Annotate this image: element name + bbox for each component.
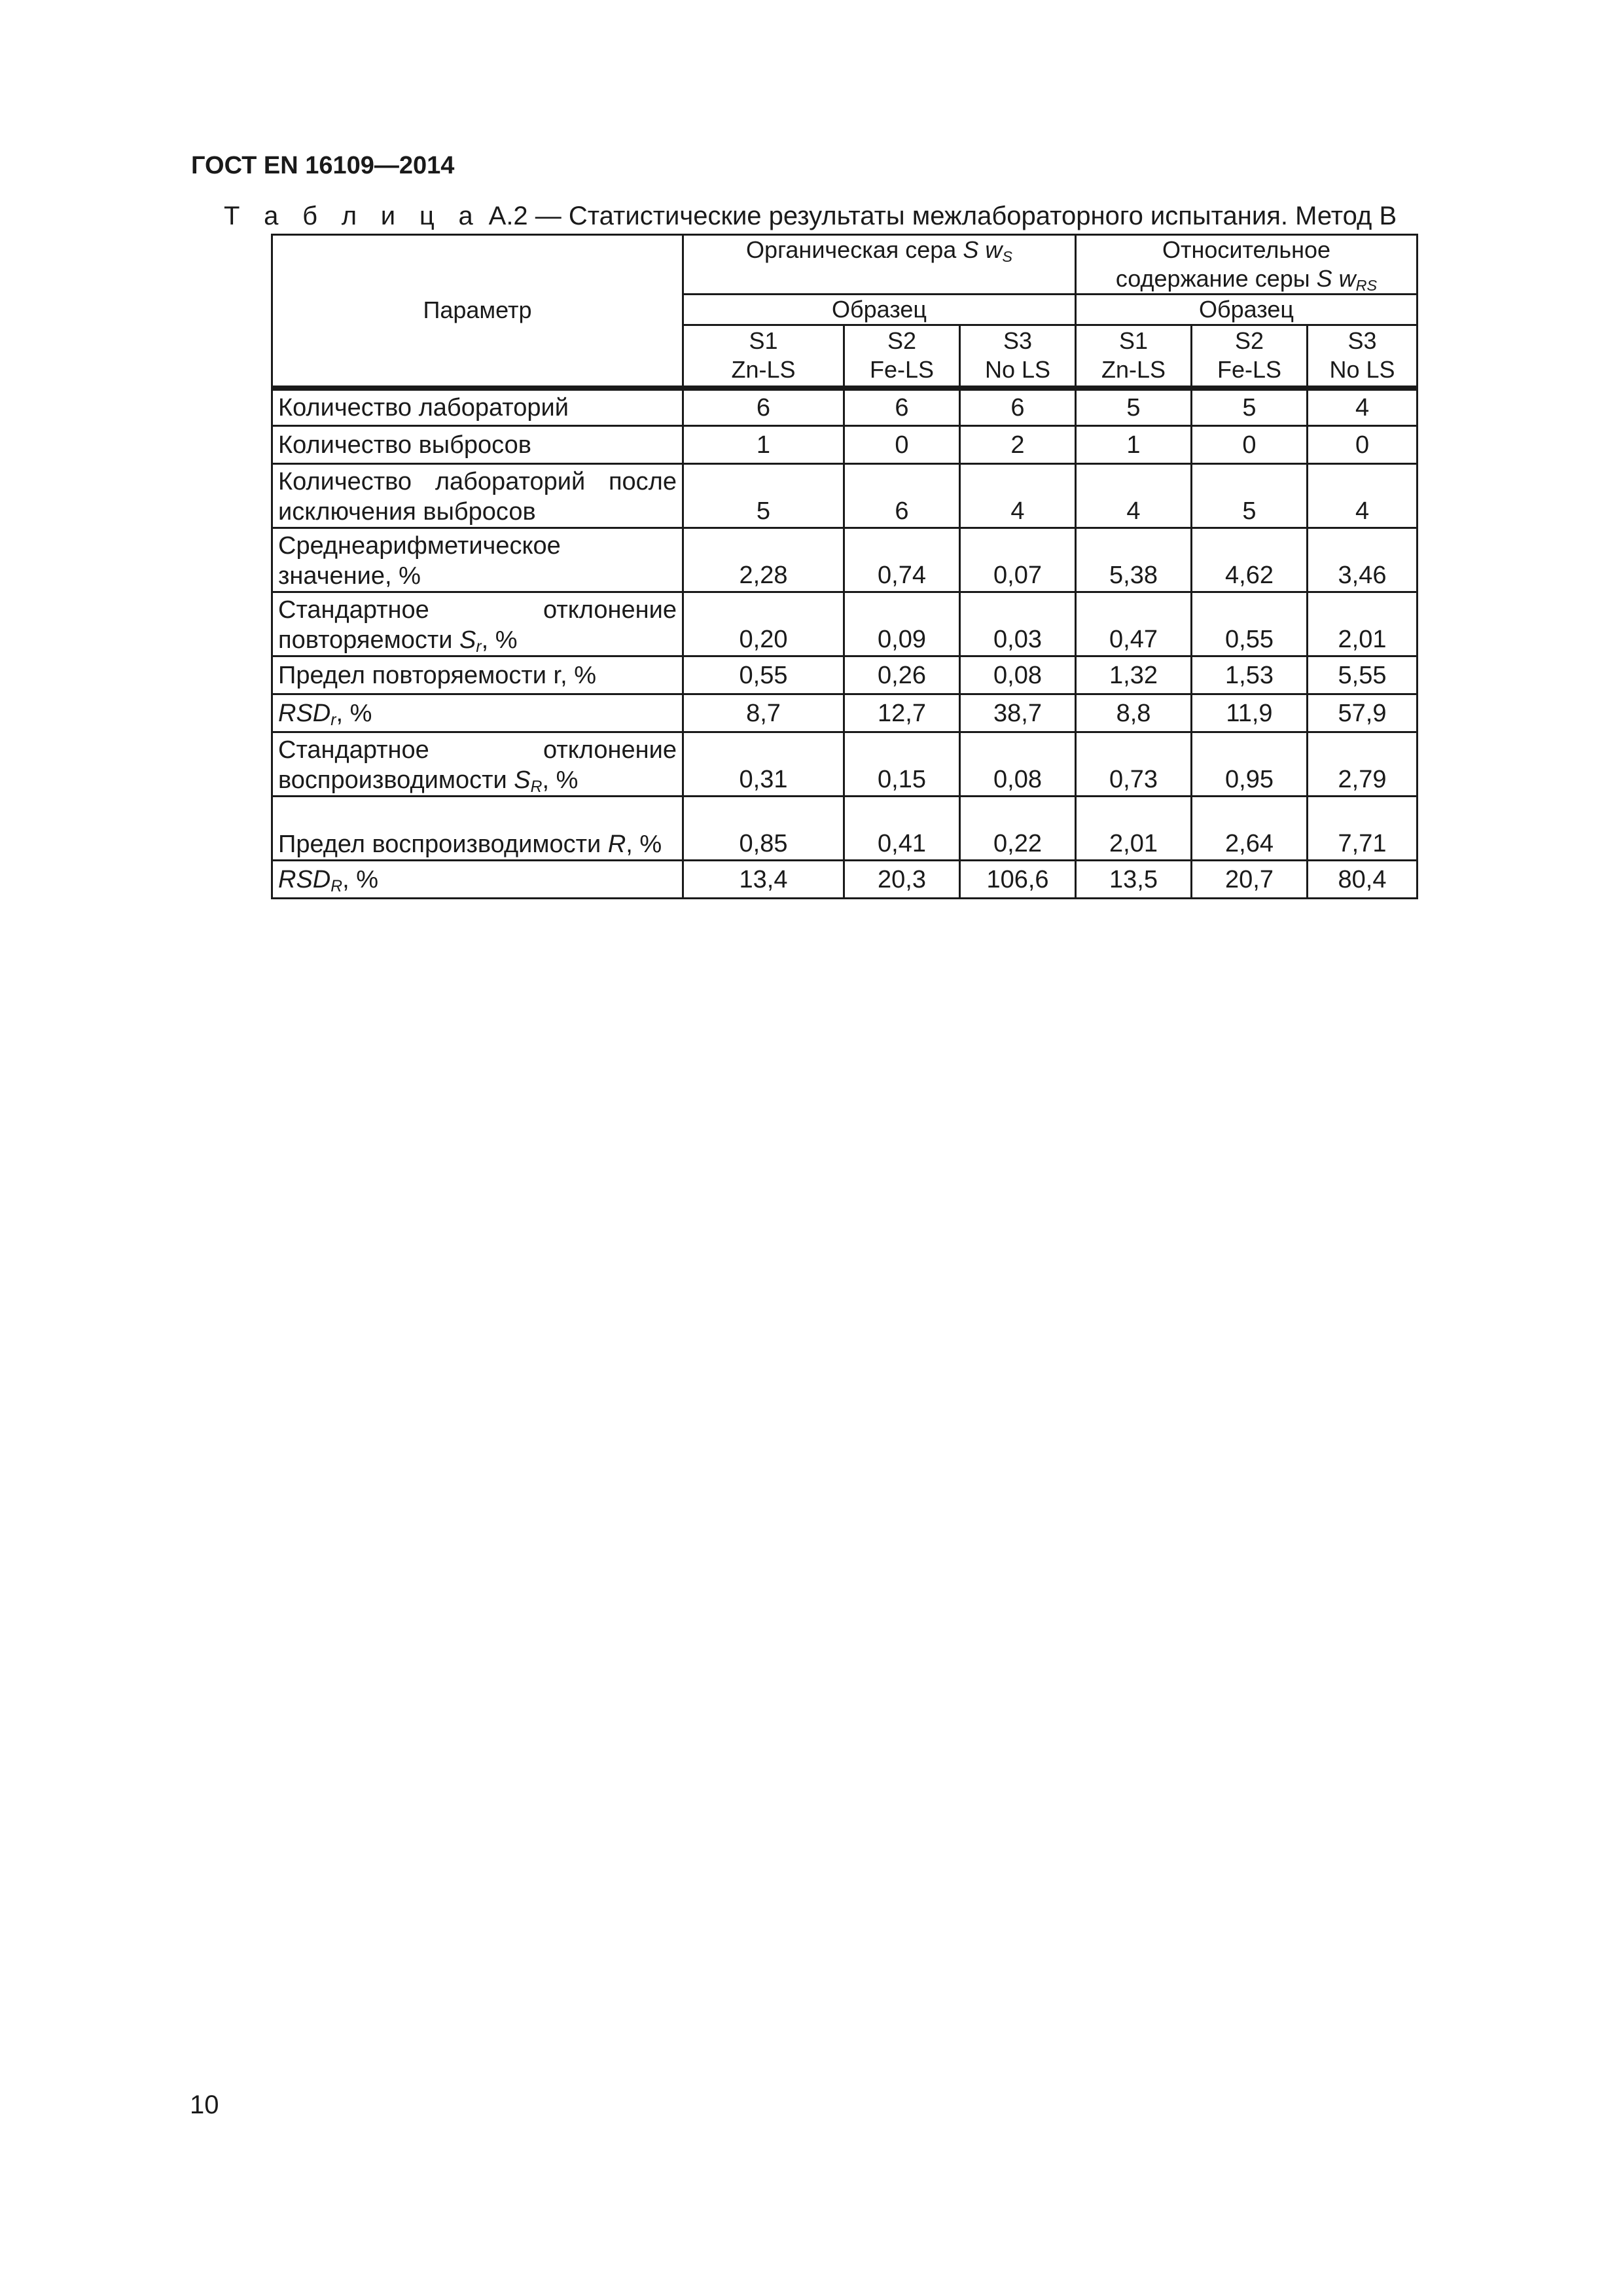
table-row — [272, 656, 1418, 694]
value-cell: 0,15 — [844, 732, 960, 797]
value-cell: 20,7 — [1192, 861, 1308, 899]
value-cell: 80,4 — [1308, 861, 1418, 899]
organic-sulfur-header-text: Органическая сера — [746, 236, 963, 263]
sample-code: S1 — [1118, 327, 1149, 355]
value-cell: 2,01 — [1308, 592, 1418, 656]
row-label-suffix: , % — [481, 626, 518, 654]
sample-code: S1 — [749, 327, 778, 355]
value-cell: 20,3 — [844, 861, 960, 899]
value-cell: 0,26 — [844, 656, 960, 694]
row-label-subscript: r — [330, 711, 336, 729]
table-caption — [224, 202, 1397, 231]
sample-code: S2 — [887, 327, 917, 355]
value-cell: 0,95 — [1192, 732, 1308, 797]
value-cell: 4 — [1308, 388, 1418, 426]
row-label-text: Стандартное отклонение повторяемости — [278, 596, 677, 654]
value-cell: 2,01 — [1076, 797, 1192, 861]
row-label: Предел повторяемости r, % — [272, 656, 683, 694]
value-cell: 13,5 — [1076, 861, 1192, 899]
sample-name: Zn-LS — [1101, 356, 1166, 384]
row-label: Среднеарифметическое значение, % — [272, 528, 683, 592]
table-row — [272, 528, 1418, 592]
table-row — [272, 464, 1418, 528]
results-table-body — [272, 388, 1418, 899]
row-label: Количество выбросов — [272, 426, 683, 464]
value-cell: 12,7 — [844, 694, 960, 732]
value-cell: 2,79 — [1308, 732, 1418, 797]
sample-name: Zn-LS — [731, 356, 796, 384]
table-row — [272, 732, 1418, 797]
sample-column-header — [844, 325, 960, 388]
row-label-subscript: R — [530, 778, 543, 797]
organic-sulfur-header-sub: S — [1002, 247, 1012, 265]
row-label-text: Предел воспроизводимости — [278, 831, 608, 858]
value-cell: 1,53 — [1192, 656, 1308, 694]
value-cell: 0,73 — [1076, 732, 1192, 797]
row-label-suffix: , % — [342, 865, 378, 893]
sample-column-header — [1076, 325, 1192, 388]
value-cell: 8,8 — [1076, 694, 1192, 732]
value-cell: 57,9 — [1308, 694, 1418, 732]
value-cell: 11,9 — [1192, 694, 1308, 732]
value-cell: 4 — [1308, 464, 1418, 528]
value-cell: 0,47 — [1076, 592, 1192, 656]
row-label — [272, 694, 683, 732]
value-cell: 0,41 — [844, 797, 960, 861]
row-label-suffix: , % — [542, 766, 579, 794]
value-cell: 5,38 — [1076, 528, 1192, 592]
value-cell: 6 — [683, 388, 844, 426]
table-row — [272, 426, 1418, 464]
relative-sulfur-header-line2: содержание серы — [1115, 265, 1317, 292]
organic-sulfur-header — [683, 235, 1076, 295]
value-cell: 4 — [1076, 464, 1192, 528]
value-cell: 6 — [960, 388, 1076, 426]
value-cell: 13,4 — [683, 861, 844, 899]
value-cell: 0,08 — [960, 656, 1076, 694]
value-cell: 0 — [1192, 426, 1308, 464]
value-cell: 0,85 — [683, 797, 844, 861]
value-cell: 0,55 — [683, 656, 844, 694]
row-label: Количество лабораторий — [272, 388, 683, 426]
sample-column-header — [683, 325, 844, 388]
row-label-variable: RSD — [278, 865, 331, 893]
sample-code: S3 — [1003, 327, 1033, 355]
value-cell: 0 — [844, 426, 960, 464]
value-cell: 0,20 — [683, 592, 844, 656]
value-cell: 8,7 — [683, 694, 844, 732]
sample-name: Fe-LS — [1217, 356, 1282, 384]
row-label-variable: R — [607, 831, 626, 858]
table-row — [272, 797, 1418, 861]
value-cell: 1 — [683, 426, 844, 464]
value-cell: 6 — [844, 388, 960, 426]
page-number: 10 — [190, 2090, 219, 2119]
sample-name: No LS — [984, 356, 1051, 384]
value-cell: 2 — [960, 426, 1076, 464]
sample-header-2: Образец — [1076, 295, 1418, 325]
row-label — [272, 797, 683, 861]
value-cell: 5,55 — [1308, 656, 1418, 694]
value-cell: 4,62 — [1192, 528, 1308, 592]
table-row — [272, 861, 1418, 899]
value-cell: 2,28 — [683, 528, 844, 592]
value-cell: 0 — [1308, 426, 1418, 464]
value-cell: 7,71 — [1308, 797, 1418, 861]
value-cell: 3,46 — [1308, 528, 1418, 592]
relative-sulfur-header-sub: RS — [1355, 276, 1378, 294]
relative-sulfur-variable: S w — [1316, 265, 1356, 292]
sample-column-header — [1308, 325, 1418, 388]
row-label-variable: RSD — [278, 699, 331, 727]
value-cell: 5 — [1076, 388, 1192, 426]
table-caption-text: А.2 — Статистические результаты межлабораторного испытания. Метод В — [488, 202, 1397, 230]
value-cell: 0,22 — [960, 797, 1076, 861]
value-cell: 5 — [683, 464, 844, 528]
row-label-suffix: , % — [626, 831, 662, 858]
relative-sulfur-header-line1: Относительное — [1162, 236, 1331, 263]
document-header: ГОСТ EN 16109—2014 — [191, 152, 455, 179]
table-row — [272, 592, 1418, 656]
sample-header-1: Образец — [683, 295, 1076, 325]
row-label — [272, 861, 683, 899]
value-cell: 5 — [1192, 464, 1308, 528]
results-table — [271, 234, 1418, 899]
row-label-subscript: r — [476, 638, 482, 656]
row-label-text: Стандартное отклонение воспроизводимости — [278, 736, 677, 794]
sample-name: No LS — [1329, 356, 1395, 384]
sample-column-header — [1192, 325, 1308, 388]
organic-sulfur-variable: S w — [963, 236, 1003, 263]
value-cell: 1 — [1076, 426, 1192, 464]
sample-column-header — [960, 325, 1076, 388]
row-label — [272, 592, 683, 656]
value-cell: 0,55 — [1192, 592, 1308, 656]
row-label-variable: S — [459, 626, 476, 654]
value-cell: 38,7 — [960, 694, 1076, 732]
value-cell: 0,08 — [960, 732, 1076, 797]
table-row — [272, 388, 1418, 426]
row-label-variable: S — [514, 766, 531, 794]
sample-code: S3 — [1347, 327, 1377, 355]
row-label-subscript: R — [330, 877, 343, 895]
parameter-header: Параметр — [272, 235, 683, 388]
value-cell: 1,32 — [1076, 656, 1192, 694]
value-cell: 0,74 — [844, 528, 960, 592]
sample-code: S2 — [1234, 327, 1264, 355]
value-cell: 0,31 — [683, 732, 844, 797]
table-row — [272, 694, 1418, 732]
value-cell: 0,07 — [960, 528, 1076, 592]
value-cell: 6 — [844, 464, 960, 528]
table-caption-label: Т а б л и ц а — [224, 202, 482, 230]
sample-name: Fe-LS — [869, 356, 935, 384]
value-cell: 2,64 — [1192, 797, 1308, 861]
value-cell: 106,6 — [960, 861, 1076, 899]
value-cell: 0,03 — [960, 592, 1076, 656]
value-cell: 0,09 — [844, 592, 960, 656]
value-cell: 5 — [1192, 388, 1308, 426]
row-label-suffix: , % — [336, 699, 372, 727]
relative-sulfur-header — [1076, 235, 1418, 295]
row-label: Количество лабораторий после исключения выбросов — [272, 464, 683, 528]
row-label — [272, 732, 683, 797]
value-cell: 4 — [960, 464, 1076, 528]
